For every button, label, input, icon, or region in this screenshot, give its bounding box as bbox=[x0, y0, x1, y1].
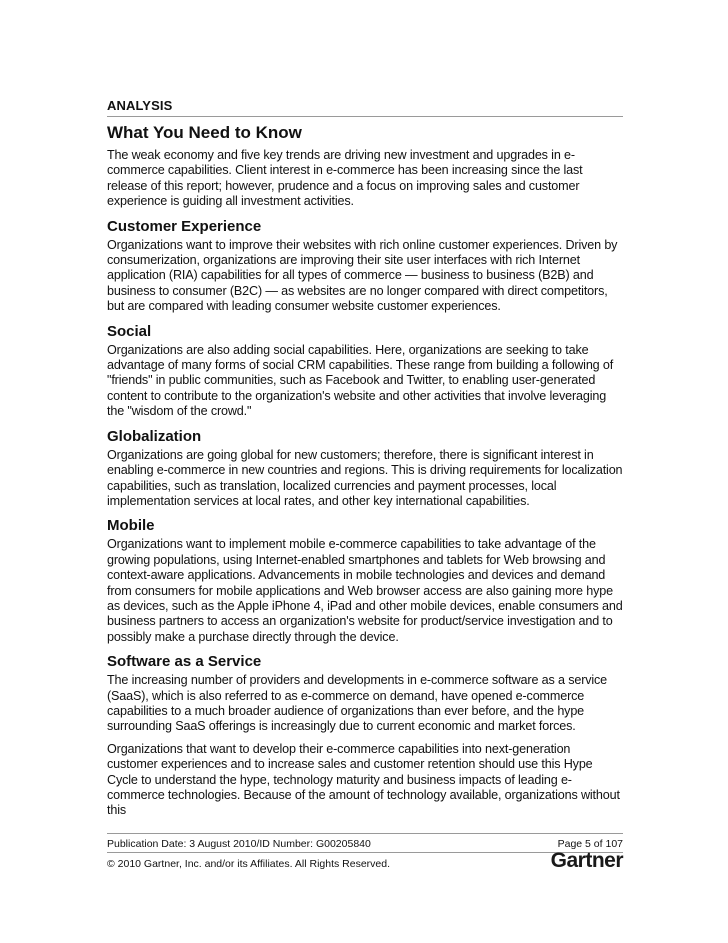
intro-paragraph: The weak economy and five key trends are driving new investment and upgrades in e-commerce capabilities. Client interest in e-commerce has been increasing since the last release of this report; however, prudence and a focus on improving sales and customer experience is guiding all investment activities. bbox=[107, 148, 583, 209]
section-paragraph: The increasing number of providers and developments in e-commerce software as a service (SaaS), which is also referred to as e-commerce on demand, have opened e-commerce capabilities to a much broader audience of organizations than ever before, and the hype surrounding SaaS offerings is increasingly due to current economic and market forces. bbox=[107, 673, 608, 734]
section-paragraph: Organizations are also adding social capabilities. Here, organizations are seeking to take advantage of many forms of social CRM capabilities. These range from building a following of "friends" in public communities, such as Facebook and Twitter, to enabling user-generated content to contribute to the organization's website and other activities that involve leveraging the "wisdom of the crowd." bbox=[107, 342, 614, 419]
document-page bbox=[107, 0, 623, 943]
section-heading-globalization: Globalization bbox=[107, 427, 202, 445]
page-title: What You Need to Know bbox=[107, 123, 302, 142]
footer-rule-bottom bbox=[107, 852, 623, 853]
header-rule bbox=[107, 116, 623, 117]
section-heading-saas: Software as a Service bbox=[107, 653, 262, 671]
section-heading-social: Social bbox=[107, 322, 152, 340]
section-label: ANALYSIS bbox=[107, 98, 173, 113]
section-paragraph: Organizations want to improve their websites with rich online customer experiences. Driven by consumerization, organizations are improving their site user interfaces with rich Internet application (RIA) capabilities for all types of commerce — business to business (B2B) and business to consumer (B2C) — as websites are no longer compared with direct competitors, but are compared with leading consumer website customer experiences. bbox=[107, 237, 618, 314]
section-paragraph: Organizations that want to develop their e-commerce capabilities into next-generation customer experiences and to increase sales and customer retention should use this Hype Cycle to understand the hype, technology maturity and business impacts of leading e-commerce technologies. Because of the amount of technology available, organizations without this bbox=[107, 741, 620, 818]
section-paragraph: Organizations are going global for new customers; therefore, there is significant interest in enabling e-commerce in new countries and regions. This is driving requirements for localization capabilities, such as translation, localized currencies and payment processes, local implementation services at local rates, and other key international capabilities. bbox=[107, 447, 623, 508]
footer-rule-top bbox=[107, 833, 623, 834]
document-body bbox=[107, 122, 623, 826]
section-heading-mobile: Mobile bbox=[107, 517, 155, 535]
publication-info: Publication Date: 3 August 2010/ID Number: G00205840 bbox=[107, 838, 371, 850]
copyright-notice: © 2010 Gartner, Inc. and/or its Affiliates. All Rights Reserved. bbox=[107, 858, 391, 870]
section-heading-customer-experience: Customer Experience bbox=[107, 217, 262, 235]
section-paragraph: Organizations want to implement mobile e-commerce capabilities to take advantage of the growing populations, using Internet-enabled smartphones and tablets for Web browsing and context-aware applications. Advancements in mobile technologies and devices and demand from consumers for mobile applications and Web browser access are also gaining more hype as devices, such as the Apple iPhone 4, iPad and other mobile devices, enable consumers and business partners to access an organization's website for product/service investigation and to possibly make a purchase directly through the device. bbox=[107, 537, 623, 644]
gartner-logo: Gartner bbox=[550, 849, 623, 872]
page-number: Page 5 of 107 bbox=[557, 838, 623, 850]
